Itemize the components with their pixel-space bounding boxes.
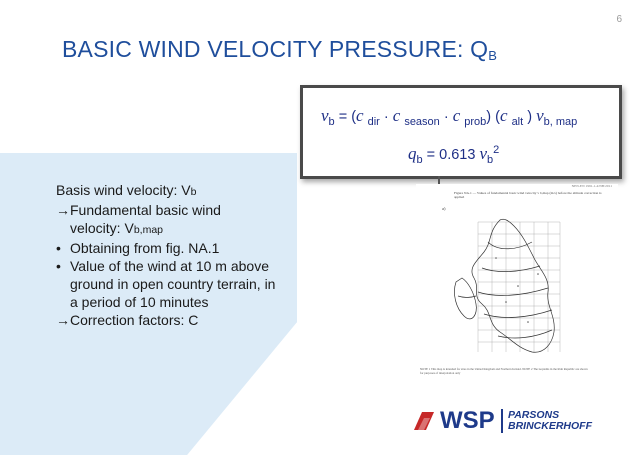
content-block — [56, 181, 296, 329]
figure-caption: Figure NA.1 — Values of fundamental basic wind velocity v b,map (m/s) before the altitude correction is applied — [454, 191, 602, 199]
logo-divider — [501, 409, 503, 433]
figure-note: NOTE 1 This map is intended for sites in the United Kingdom and Northern Ireland. NOTE 2 The isopleths in the Irish Republic are shown for purposes of interpolation only — [420, 367, 588, 375]
bullet-icon: • — [56, 258, 61, 274]
list-item: → Fundamental basic wind velocity: Vb,map — [56, 201, 296, 239]
slide-number: 6 — [616, 14, 622, 25]
content-heading: Basis wind velocity: Vb — [56, 182, 197, 198]
formula-pressure: $q_b = 0.613$ $v_b^2$ — [408, 144, 500, 166]
bullet-icon: • — [56, 240, 61, 256]
formula-box — [300, 85, 622, 179]
list-item: → Correction factors: C — [56, 312, 199, 328]
standard-excerpt — [416, 184, 618, 382]
arrow-icon: → — [56, 312, 70, 328]
formula-velocity: $v_b = (c$ $_{dir}$ · c $_{season}$ · c $_{prob}$) (c $_{alt}$ ) $v_{b, map}$ — [321, 106, 578, 128]
figure-panel-label: a) — [442, 206, 446, 211]
arrow-icon: → — [56, 202, 70, 218]
wsp-wordmark: WSP — [440, 407, 495, 434]
wind-map-figure — [448, 212, 566, 360]
parsons-brinckerhoff-wordmark: PARSONS BRINCKERHOFF — [508, 409, 592, 432]
slide-title: BASIC WIND VELOCITY PRESSURE: $Q_B$ — [62, 36, 498, 63]
list-item: • Value of the wind at 10 m above ground in open country terrain, in a period of 10 minutes — [56, 258, 276, 310]
list-item: • Obtaining from fig. NA.1 — [56, 240, 220, 256]
company-logo — [412, 407, 622, 435]
wsp-logo-icon — [412, 410, 436, 432]
formula-connector — [438, 176, 440, 184]
document-header: NEN-EN 1991-1-4/NB:2011 — [571, 184, 612, 188]
